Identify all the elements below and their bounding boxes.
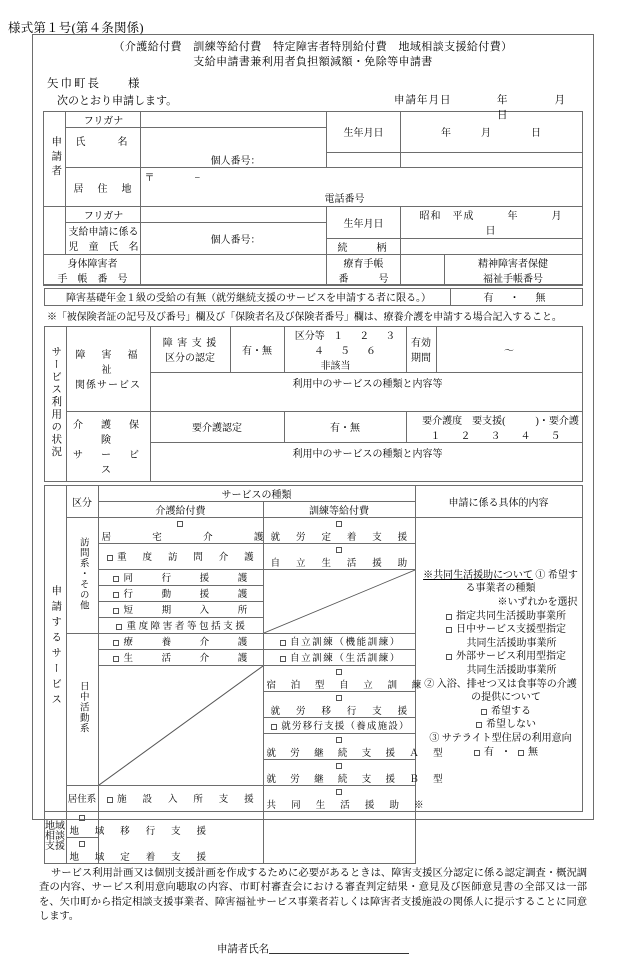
care-cert-yesno[interactable]: 有・無 — [284, 411, 406, 442]
service-item[interactable]: 地 域 定 着 支 援 — [66, 837, 98, 863]
welfare-class[interactable]: 区分等 １ ２ ３ ４ ５ ６ 非該当 — [284, 326, 406, 372]
form-number: 様式第１号(第４条関係) — [8, 18, 144, 36]
checkbox-icon[interactable] — [446, 614, 452, 620]
checkbox-icon[interactable] — [113, 656, 119, 662]
service-item[interactable]: 就 労 継 続 支 援 Ａ 型 — [263, 733, 415, 759]
services-detail-header: 申請に係る具体的内容 — [415, 485, 582, 517]
child-furigana-field[interactable] — [141, 207, 327, 223]
child-furigana-label: フリガナ — [66, 207, 141, 223]
checkbox-icon[interactable] — [336, 789, 342, 795]
addressee: 矢巾町長 様 — [47, 75, 593, 91]
checkbox-icon[interactable] — [280, 640, 286, 646]
service-item[interactable]: 共 同 生 活 援 助 ※ — [263, 785, 415, 811]
detail-item2-label-2: の提供について — [422, 691, 580, 705]
applicant-mynumber-label[interactable]: 個人番号： — [141, 152, 327, 168]
detail-option-cont: 共同生活援助事業所 — [422, 664, 580, 678]
service-item[interactable]: 重 度 訪 問 介 護 — [98, 543, 263, 569]
pension-label: 障害基礎年金１級の受給の有無（就労継続支援のサービスを申請する者に限る。） — [44, 288, 450, 305]
welfare-cert-label: 障 害 支 援 区分の認定 — [150, 326, 230, 372]
checkbox-icon[interactable] — [518, 750, 524, 756]
care-cert-label: 要介護認定 — [150, 411, 284, 442]
applicant-furigana-label: フリガナ — [66, 112, 141, 128]
applicant-birth-pad1 — [327, 152, 400, 168]
detail-item3-options[interactable]: 有 ・ 無 — [422, 746, 580, 760]
services-table — [44, 485, 583, 864]
applicant-birth-value[interactable]: 年 月 日 — [400, 112, 582, 153]
postal-mark: 〒 − — [144, 169, 200, 184]
applicant-table — [43, 111, 582, 286]
intro-text: 次のとおり申請します。 — [57, 95, 177, 107]
checkbox-icon[interactable] — [336, 763, 342, 769]
checkbox-icon[interactable] — [79, 841, 85, 847]
detail-option[interactable]: 日中サービス支援型指定 — [422, 623, 580, 637]
detail-option[interactable]: 外部サービス利用型指定 — [422, 650, 580, 664]
child-name-label-1: 支給申請に係る — [66, 223, 141, 239]
checkbox-icon[interactable] — [271, 724, 277, 730]
applicant-section-label: 申請者 — [44, 112, 66, 207]
detail-option[interactable]: 指定共同生活援助事業所 — [422, 610, 580, 624]
form-title-line1: （介護給付費 訓練等給付費 特定障害者特別給付費 地域相談支援給付費） — [33, 40, 593, 55]
physical-cert-label: 身体障害者 手 帳 番 号 — [44, 254, 141, 285]
services-type-header: サービスの種類 — [98, 485, 415, 501]
checkbox-icon[interactable] — [446, 627, 452, 633]
checkbox-icon[interactable] — [280, 656, 286, 662]
detail-item1-note: ※いずれかを選択 — [422, 596, 580, 610]
checkbox-icon[interactable] — [113, 640, 119, 646]
checkbox-icon[interactable] — [177, 521, 183, 527]
child-section-spacer — [44, 207, 66, 255]
pension-value[interactable]: 有 ・ 無 — [450, 288, 582, 305]
detail-item3-label: ③ サテライト型住居の利用意向 — [429, 733, 571, 744]
service-item[interactable]: 就 労 移 行 支 援 — [263, 691, 415, 717]
detail-panel-heading: ※共同生活援助について — [423, 570, 533, 581]
checkbox-icon[interactable] — [336, 669, 342, 675]
form-title-line2: 支給申請書兼利用者負担額減額・免除等申請書 — [33, 55, 593, 69]
care-label: 介 護 保 険 サ ー ビ ス — [66, 411, 150, 481]
checkbox-icon[interactable] — [336, 521, 342, 527]
service-item[interactable]: 就労移行支援（養成施設） — [263, 717, 415, 733]
applicant-address-field[interactable] — [141, 168, 582, 207]
applicant-address-label: 居 住 地 — [66, 168, 141, 207]
child-relation-field[interactable] — [400, 238, 582, 254]
signature-line[interactable] — [269, 941, 409, 954]
checkbox-icon[interactable] — [474, 750, 480, 756]
welfare-valid-label: 有効 期間 — [406, 326, 436, 372]
application-date-label: 申請年月日 — [394, 92, 452, 107]
group-label-regional: 地域 相談 支援 — [44, 811, 66, 863]
checkbox-icon[interactable] — [336, 547, 342, 553]
child-name-label-2: 児 童 氏 名 — [66, 238, 141, 254]
intro-row — [57, 92, 593, 108]
checkbox-icon[interactable] — [113, 592, 119, 598]
services-col-training-header: 訓練等給付費 — [263, 501, 415, 517]
services-col-care-header: 介護給付費 — [98, 501, 263, 517]
applicant-name-label-pad — [66, 152, 141, 168]
service-item[interactable]: 就 労 継 続 支 援 Ｂ 型 — [263, 759, 415, 785]
pension-table — [44, 288, 583, 306]
service-item[interactable]: 同 行 援 護 — [98, 569, 263, 585]
usage-table — [44, 326, 583, 482]
applicant-birth-pad2 — [400, 152, 582, 168]
applicant-name-label: 氏 名 — [66, 128, 141, 153]
empty-detail-cell-bottom — [263, 811, 415, 863]
child-birth-label: 生年月日 — [327, 207, 400, 239]
service-item[interactable]: 居 宅 介 護 — [98, 517, 263, 543]
child-relation-label: 続 柄 — [327, 238, 400, 254]
checkbox-icon[interactable] — [336, 695, 342, 701]
signature-label: 申請者氏名 — [217, 944, 269, 955]
service-item[interactable]: 施 設 入 所 支 援 — [98, 785, 263, 811]
checkbox-icon[interactable] — [446, 654, 452, 660]
mental-cert-label: 精神障害者保健 福祉手帳番号 — [444, 254, 582, 285]
signature-row — [39, 941, 587, 957]
agreement-text: サービス利用計画又は個別支援計画を作成するために必要があるときは、障害支援区分認定に係る認定調査・概況調査の内容、サービス利用意向聴取の内容、市町村審査会における審査判定結果・意見及び医師意見書の全部又は一部を、矢巾町から指定相談支援事業者、障害福祉サービス事業者若しくは障害者支援施設の関係人に提示することに同意します。 — [39, 867, 587, 925]
checkbox-icon[interactable] — [107, 555, 113, 561]
checkbox-icon[interactable] — [116, 624, 122, 630]
child-mynumber-label[interactable]: 個人番号： — [141, 223, 327, 255]
rehab-cert-field[interactable] — [400, 254, 444, 285]
empty-diagonal-cell-care — [98, 665, 263, 785]
service-item[interactable]: 宿 泊 型 自 立 訓 練 — [263, 665, 415, 691]
welfare-cert-yesno[interactable]: 有・無 — [230, 326, 284, 372]
service-item[interactable]: 自 立 生 活 援 助 — [263, 543, 415, 569]
service-item[interactable]: 自立訓練（生活訓練） — [263, 649, 415, 665]
care-degree[interactable]: 要介護度 要支援( )・要介護 １ ２ ３ ４ ５ — [406, 411, 582, 442]
group-label-visiting: 訪問系・その他 — [66, 517, 98, 633]
detail-option[interactable]: 希望する — [422, 705, 580, 719]
service-item[interactable]: 自立訓練（機能訓練） — [263, 633, 415, 649]
detail-option-cont: 共同生活援助事業所 — [422, 637, 580, 651]
service-item[interactable]: 重度障害者等包括支援 — [98, 617, 263, 633]
checkbox-icon[interactable] — [476, 722, 482, 728]
services-category-header: 区分 — [66, 485, 98, 517]
service-item[interactable]: 行 動 援 護 — [98, 585, 263, 601]
group-label-daytime: 日中活動系 — [66, 633, 98, 785]
physical-cert-field[interactable] — [141, 254, 327, 285]
checkbox-icon[interactable] — [113, 608, 119, 614]
service-item[interactable]: 就 労 定 着 支 援 — [263, 517, 415, 543]
applicant-furigana-field[interactable] — [141, 112, 327, 128]
phone-label: 電話番号 — [324, 190, 364, 205]
detail-panel — [415, 517, 582, 811]
group-label-residential: 居住系 — [66, 785, 98, 811]
detail-item1-label: ① 希望する事業者の種類 — [466, 570, 578, 595]
applicant-birth-label: 生年月日 — [327, 112, 400, 153]
welfare-label: 障 害 福 祉 関係サービス — [66, 326, 150, 411]
checkbox-icon[interactable] — [336, 737, 342, 743]
welfare-valid-value[interactable]: 〜 — [436, 326, 582, 372]
service-item[interactable]: 療 養 介 護 — [98, 633, 263, 649]
insurance-note: ※「被保険者証の記号及び番号」欄及び「保険者名及び保険者番号」欄は、療養介護を申請する場合記入すること。 — [47, 308, 593, 323]
form-outer-border — [32, 34, 594, 820]
application-date-value[interactable]: 年 月 日 — [497, 92, 593, 122]
rehab-cert-label: 療育手帳 番 号 — [327, 254, 400, 285]
service-item[interactable]: 生 活 介 護 — [98, 649, 263, 665]
welfare-content[interactable]: 利用中のサービスの種類と内容等 — [150, 372, 582, 411]
detail-option[interactable]: 希望しない — [422, 718, 580, 732]
service-item[interactable]: 地 域 移 行 支 援 — [66, 811, 98, 837]
agreement-block — [39, 867, 587, 957]
services-section-label: 申請するサービス — [44, 485, 66, 811]
care-content[interactable]: 利用中のサービスの種類と内容等 — [150, 442, 582, 481]
detail-item2-label-1: ② 入浴、排せつ又は食事等の介護 — [424, 679, 577, 690]
child-birth-value[interactable]: 昭和 平成 年 月 日 — [400, 207, 582, 239]
checkbox-icon[interactable] — [107, 797, 113, 803]
service-item[interactable]: 短 期 入 所 — [98, 601, 263, 617]
applicant-name-field[interactable] — [141, 128, 327, 153]
checkbox-icon[interactable] — [79, 815, 85, 821]
empty-diagonal-cell-training — [263, 569, 415, 633]
usage-section-label: サービス利用の状況 — [44, 326, 66, 481]
checkbox-icon[interactable] — [113, 576, 119, 582]
checkbox-icon[interactable] — [481, 709, 487, 715]
